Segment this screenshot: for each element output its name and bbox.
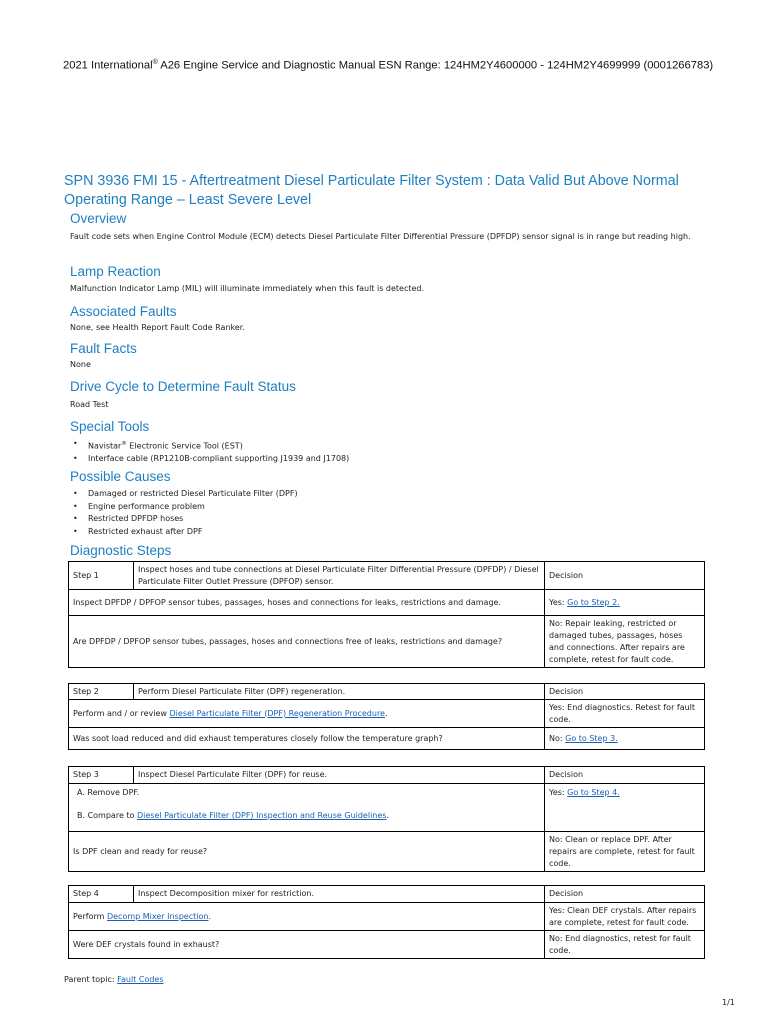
list-item	[70, 438, 349, 453]
parent-topic-label: Parent topic:	[64, 975, 118, 984]
list-item: • Damaged or restricted Diesel Particulate Filter (DPF)	[70, 488, 298, 501]
dpf-regeneration-procedure-link[interactable]: Diesel Particulate Filter (DPF) Regeneration Procedure	[169, 708, 385, 718]
step-title: Inspect Decomposition mixer for restriction.	[134, 886, 545, 903]
yes-prefix: Yes:	[549, 788, 568, 797]
step-label: Step 3	[69, 767, 134, 784]
list-item: • Restricted exhaust after DPF	[70, 526, 298, 539]
lamp-reaction-text: Malfunction Indicator Lamp (MIL) will illuminate immediately when this fault is detected.	[70, 284, 425, 293]
item-b-prefix: B. Compare to	[77, 811, 137, 820]
step-label: Step 4	[69, 886, 134, 903]
go-to-step-4-link[interactable]: Go to Step 4.	[567, 788, 620, 797]
step-action	[69, 700, 545, 728]
go-to-step-3-link[interactable]: Go to Step 3.	[565, 733, 618, 743]
header-text: 2021 International	[63, 59, 153, 72]
heading-drive-cycle: Drive Cycle to Determine Fault Status	[70, 379, 296, 394]
decision-no	[545, 728, 705, 750]
heading-overview: Overview	[70, 211, 127, 226]
page-title: SPN 3936 FMI 15 - Aftertreatment Diesel Particulate Filter System : Data Valid But Above Normal Operating Range – Least Severe Level	[64, 173, 679, 208]
step-item-a: A. Remove DPF.	[77, 788, 140, 797]
step-question: Were DEF crystals found in exhaust?	[69, 931, 545, 959]
step-title: Inspect hoses and tube connections at Diesel Particulate Filter Differential Pressure (DPFDP) / Diesel Particulate Filter Outlet Pressure (DPFOP) sensor.	[134, 562, 545, 590]
decision-yes: Yes: End diagnostics. Retest for fault code.	[545, 700, 705, 728]
fault-codes-link[interactable]: Fault Codes	[117, 975, 164, 984]
special-tools-list	[70, 438, 349, 466]
step-item-b	[77, 810, 540, 822]
action-suffix: .	[208, 911, 211, 921]
list-item: • Interface cable (RP1210B-compliant supporting J1939 and J1708)	[70, 453, 349, 466]
heading-special-tools: Special Tools	[70, 419, 150, 434]
decision-header: Decision	[545, 767, 705, 784]
step-action	[69, 903, 545, 931]
decision-header: Decision	[545, 684, 705, 700]
list-item: • Engine performance problem	[70, 501, 298, 514]
fault-facts-text: None	[70, 360, 91, 369]
decision-yes: Yes: Clean DEF crystals. After repairs are complete, retest for fault code.	[545, 903, 705, 931]
go-to-step-2-link[interactable]: Go to Step 2.	[567, 597, 620, 607]
dpf-inspection-guidelines-link[interactable]: Diesel Particulate Filter (DPF) Inspection and Reuse Guidelines	[136, 811, 387, 820]
parent-topic	[64, 975, 164, 984]
page-number: 1/1	[722, 998, 735, 1007]
step-question: Is DPF clean and ready for reuse?	[69, 832, 545, 872]
decision-header: Decision	[545, 886, 705, 903]
tool-name-suffix: Electronic Service Tool (EST)	[126, 441, 243, 451]
step-action: Inspect DPFDP / DPFOP sensor tubes, passages, hoses and connections for leaks, restrictions and damage.	[69, 590, 545, 616]
step-2-table	[68, 683, 705, 750]
action-prefix: Perform and / or review	[73, 708, 170, 718]
step-label: Step 2	[69, 684, 134, 700]
no-prefix: No:	[549, 733, 566, 743]
header-text-suffix: A26 Engine Service and Diagnostic Manual ESN Range: 124HM2Y4600000 - 124HM2Y4699999 (0001266783)	[157, 59, 714, 72]
overview-text: Fault code sets when Engine Control Module (ECM) detects Diesel Particulate Filter Differential Pressure (DPFDP) sensor signal is in range but reading high.	[70, 232, 691, 241]
decision-no: No: End diagnostics, retest for fault code.	[545, 931, 705, 959]
step-action	[69, 784, 545, 832]
heading-diagnostic-steps: Diagnostic Steps	[70, 543, 172, 558]
action-prefix: Perform	[73, 911, 107, 921]
list-item: • Restricted DPFDP hoses	[70, 513, 298, 526]
tool-name: Navistar	[88, 441, 122, 451]
associated-faults-text: None, see Health Report Fault Code Ranker.	[70, 323, 245, 332]
step-title: Inspect Diesel Particulate Filter (DPF) for reuse.	[134, 767, 545, 784]
registered-mark: ®	[121, 441, 127, 447]
step-title: Perform Diesel Particulate Filter (DPF) regeneration.	[134, 684, 545, 700]
heading-fault-facts: Fault Facts	[70, 341, 137, 356]
yes-prefix: Yes:	[549, 597, 568, 607]
step-1-table	[68, 561, 705, 668]
item-b-suffix: .	[386, 811, 390, 820]
decision-no: No: Repair leaking, restricted or damaged tubes, passages, hoses and connections. After repairs are complete, retest for fault code.	[545, 616, 705, 668]
decision-no: No: Clean or replace DPF. After repairs are complete, retest for fault code.	[545, 832, 705, 872]
decomp-mixer-inspection-link[interactable]: Decomp Mixer Inspection	[106, 911, 209, 921]
step-question: Are DPFDP / DPFOP sensor tubes, passages, hoses and connections free of leaks, restrictions and damage?	[69, 616, 545, 668]
step-4-table	[68, 885, 705, 959]
registered-mark: ®	[152, 59, 158, 66]
step-label: Step 1	[69, 562, 134, 590]
step-3-table	[68, 766, 705, 872]
document-header	[63, 59, 743, 72]
heading-associated-faults: Associated Faults	[70, 304, 177, 319]
action-suffix: .	[384, 708, 388, 718]
heading-lamp-reaction: Lamp Reaction	[70, 264, 161, 279]
decision-yes	[545, 590, 705, 616]
drive-cycle-text: Road Test	[70, 400, 109, 409]
heading-possible-causes: Possible Causes	[70, 469, 171, 484]
decision-header: Decision	[545, 562, 705, 590]
step-question: Was soot load reduced and did exhaust temperatures closely follow the temperature graph?	[69, 728, 545, 750]
decision-yes	[545, 784, 705, 832]
possible-causes-list	[70, 488, 298, 538]
